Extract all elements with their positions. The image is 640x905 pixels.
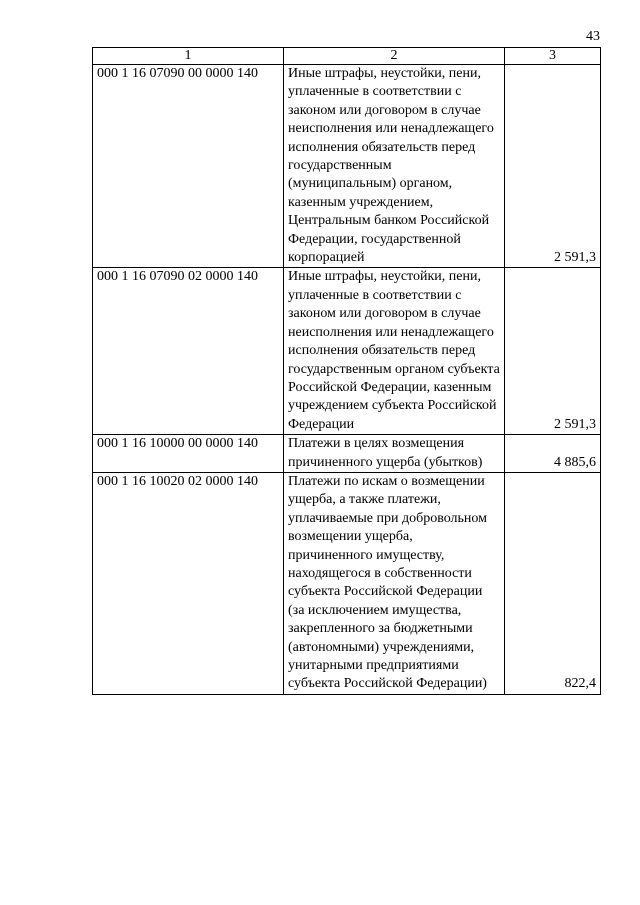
amount: 2 591,3 [505, 268, 601, 435]
amount: 2 591,3 [505, 65, 601, 268]
column-header-description: 2 [284, 48, 505, 65]
amount: 822,4 [505, 472, 601, 694]
revenue-description: Платежи в целях возмещения причиненного ущерба (убытков) [284, 435, 505, 473]
budget-code: 000 1 16 07090 02 0000 140 [93, 268, 284, 435]
budget-code: 000 1 16 10000 00 0000 140 [93, 435, 284, 473]
table-row [93, 268, 601, 435]
budget-code: 000 1 16 07090 00 0000 140 [93, 65, 284, 268]
revenue-description: Платежи по искам о возмещении ущерба, а также платежи, уплачиваемые при добровольном возмещении ущерба, причиненного имуществу, находящегося в собственности субъекта Российской Федерации (за исключением имущества, закрепленного за бюджетными (автономными) учреждениями, унитарными предприятиями субъекта Российской Федерации) [284, 472, 505, 694]
table-header-row [93, 48, 601, 65]
budget-code: 000 1 16 10020 02 0000 140 [93, 472, 284, 694]
table-row [93, 65, 601, 268]
table-row [93, 435, 601, 473]
budget-table [92, 47, 601, 695]
amount: 4 885,6 [505, 435, 601, 473]
revenue-description: Иные штрафы, неустойки, пени, уплаченные в соответствии с законом или договором в случае неисполнения или ненадлежащего исполнения обязательств перед государственным органом субъекта Российской Федерации, казенным учреждением субъекта Российской Федерации [284, 268, 505, 435]
revenue-description: Иные штрафы, неустойки, пени, уплаченные в соответствии с законом или договором в случае неисполнения или ненадлежащего исполнения обязательств перед государственным (муниципальным) органом, казенным учреждением, Центральным банком Российской Федерации, государственной корпорацией [284, 65, 505, 268]
page-number: 43 [586, 29, 600, 44]
column-header-code: 1 [93, 48, 284, 65]
table-row [93, 472, 601, 694]
column-header-sum: 3 [505, 48, 601, 65]
